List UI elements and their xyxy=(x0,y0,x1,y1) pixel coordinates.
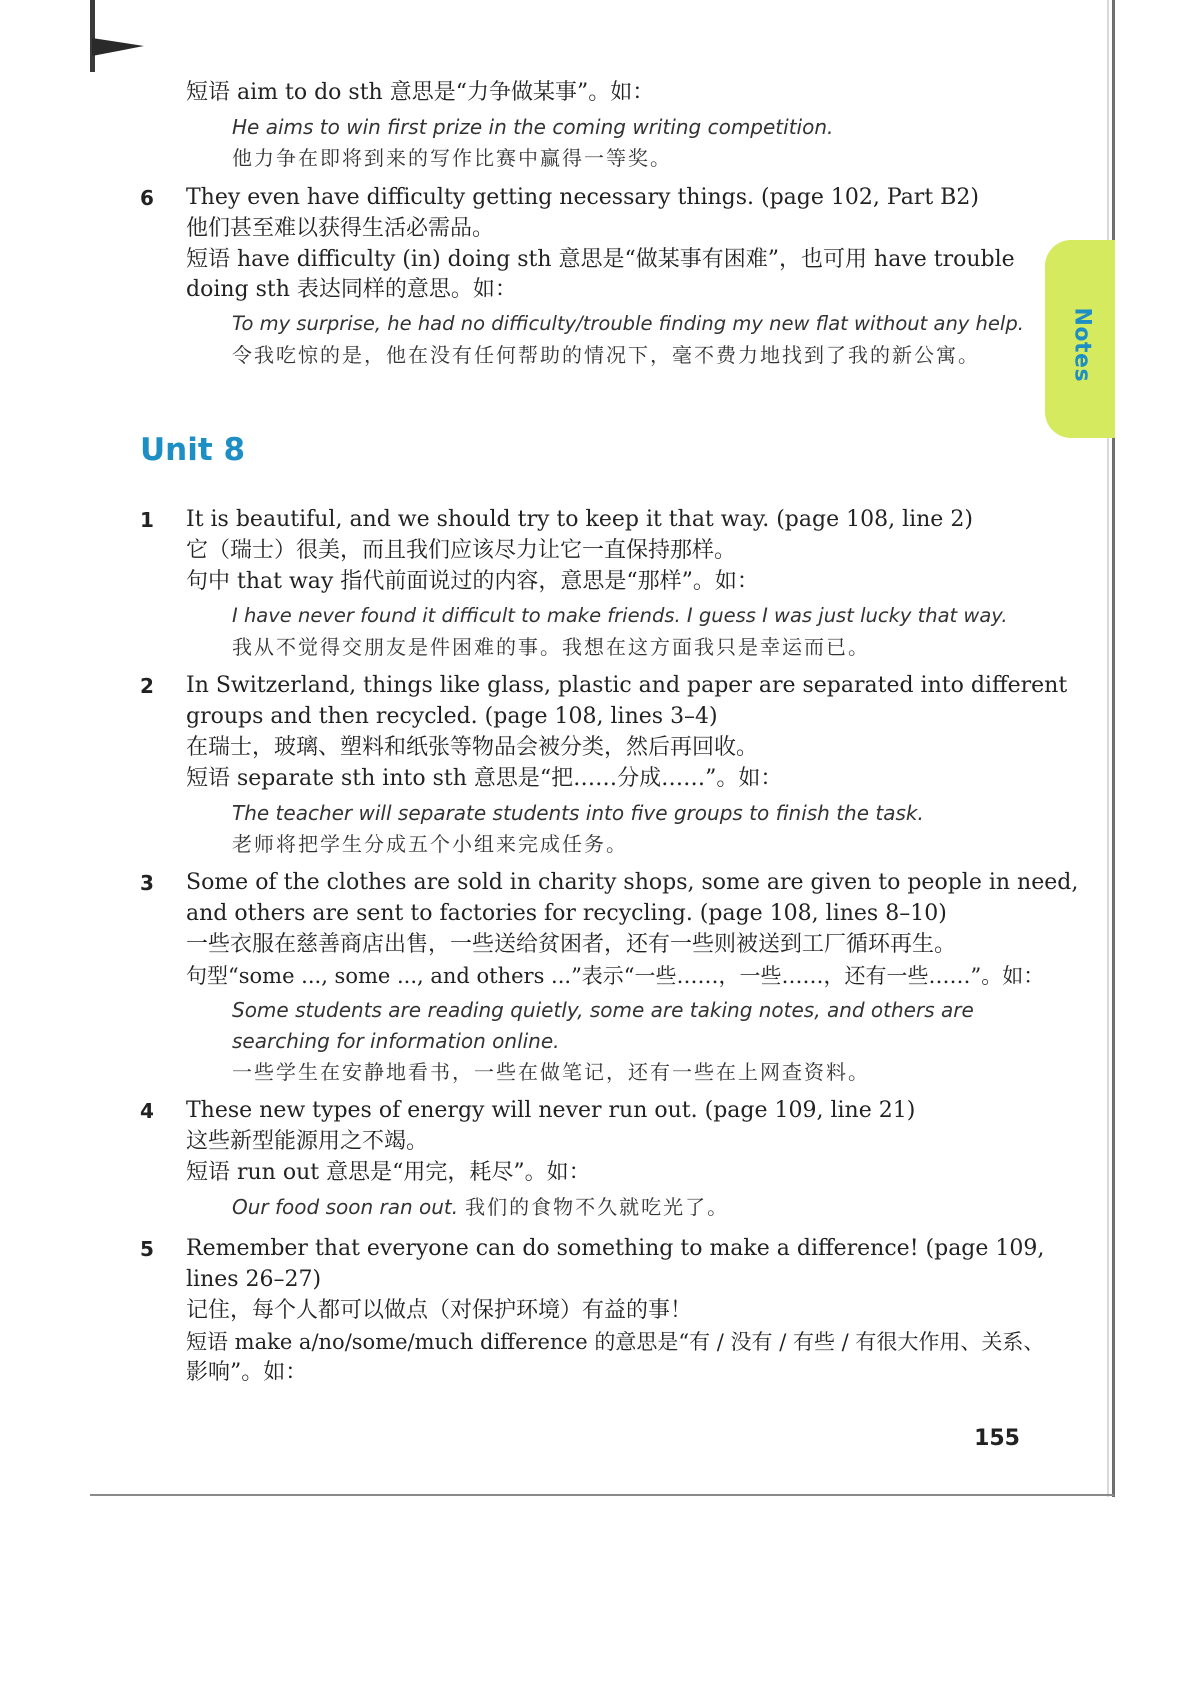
note-number: 5 xyxy=(140,1237,154,1261)
note-explanation: 短语 aim to do sth 意思是“力争做某事”。如： xyxy=(186,80,655,105)
note-translation: 记住，每个人都可以做点（对保护环境）有益的事！ xyxy=(186,1298,693,1323)
note-number: 6 xyxy=(140,186,154,210)
note-sentence: lines 26–27) xyxy=(186,1267,322,1292)
page-number: 155 xyxy=(974,1426,1020,1451)
note-number: 4 xyxy=(140,1099,154,1123)
note-number: 3 xyxy=(140,871,154,895)
scan-edge-shadow xyxy=(1107,0,1109,1497)
note-translation: 他们甚至难以获得生活必需品。 xyxy=(186,216,495,241)
note-explanation: 影响”。如： xyxy=(186,1360,308,1385)
note-sentence: Some of the clothes are sold in charity shops, some are given to people in need, xyxy=(186,870,1079,895)
note-sentence: In Switzerland, things like glass, plastic and paper are separated into different xyxy=(186,673,1068,698)
example-chinese: 我从不觉得交朋友是件困难的事。我想在这方面我只是幸运而已。 xyxy=(232,635,870,659)
example-chinese: 我们的食物不久就吃光了。 xyxy=(465,1195,730,1219)
unit-title: Unit 8 xyxy=(140,432,246,468)
note-sentence: They even have difficulty getting necessary things. (page 102, Part B2) xyxy=(186,185,979,210)
example-chinese: 他力争在即将到来的写作比赛中赢得一等奖。 xyxy=(232,146,672,170)
example-english: The teacher will separate students into five groups to finish the task. xyxy=(232,801,924,825)
note-number: 2 xyxy=(140,674,154,698)
note-sentence: and others are sent to factories for recycling. (page 108, lines 8–10) xyxy=(186,901,947,926)
scan-corner-flag xyxy=(92,38,144,56)
example-english: Some students are reading quietly, some are taking notes, and others are xyxy=(232,998,974,1022)
scan-corner-mark xyxy=(90,0,95,72)
note-explanation: 短语 run out 意思是“用完，耗尽”。如： xyxy=(186,1160,591,1185)
scan-edge-right xyxy=(1112,0,1115,1497)
example-english: Our food soon ran out. xyxy=(232,1195,459,1219)
example-chinese: 令我吃惊的是，他在没有任何帮助的情况下，毫不费力地找到了我的新公寓。 xyxy=(232,343,980,367)
example-line xyxy=(232,1192,729,1223)
scan-edge-bottom xyxy=(90,1494,1114,1496)
notes-side-tab-label: Notes xyxy=(1069,307,1095,383)
note-translation: 这些新型能源用之不竭。 xyxy=(186,1129,429,1154)
example-english: I have never found it difficult to make friends. I guess I was just lucky that way. xyxy=(232,604,1008,627)
example-english: searching for information online. xyxy=(232,1029,560,1053)
note-translation: 它（瑞士）很美，而且我们应该尽力让它一直保持那样。 xyxy=(186,538,737,563)
note-explanation: 短语 have difficulty (in) doing sth 意思是“做某事有困难”，也可用 have trouble xyxy=(186,247,1015,272)
example-english: To my surprise, he had no difficulty/trouble finding my new flat without any help. xyxy=(232,312,1024,335)
note-sentence: Remember that everyone can do something to make a difference! (page 109, xyxy=(186,1236,1045,1261)
note-sentence: It is beautiful, and we should try to keep it that way. (page 108, line 2) xyxy=(186,507,973,532)
example-chinese: 老师将把学生分成五个小组来完成任务。 xyxy=(232,832,628,856)
example-chinese: 一些学生在安静地看书，一些在做笔记，还有一些在上网查资料。 xyxy=(232,1060,870,1084)
note-sentence: groups and then recycled. (page 108, lines 3–4) xyxy=(186,704,718,729)
note-explanation: 短语 separate sth into sth 意思是“把……分成……”。如： xyxy=(186,766,783,791)
example-english: He aims to win first prize in the coming writing competition. xyxy=(232,115,834,139)
note-explanation: 句型“some ..., some ..., and others ...”表示“一些……，一些……，还有一些……”。如： xyxy=(186,964,1045,988)
note-translation: 在瑞士，玻璃、塑料和纸张等物品会被分类，然后再回收。 xyxy=(186,735,759,760)
note-explanation: 短语 make a/no/some/much difference 的意思是“有 / 没有 / 有些 / 有很大作用、关系、 xyxy=(186,1330,1045,1354)
note-explanation: doing sth 表达同样的意思。如： xyxy=(186,277,517,302)
note-number: 1 xyxy=(140,508,154,532)
note-translation: 一些衣服在慈善商店出售，一些送给贫困者，还有一些则被送到工厂循环再生。 xyxy=(186,932,957,957)
note-explanation: 句中 that way 指代前面说过的内容，意思是“那样”。如： xyxy=(186,569,759,594)
note-sentence: These new types of energy will never run out. (page 109, line 21) xyxy=(186,1098,916,1123)
